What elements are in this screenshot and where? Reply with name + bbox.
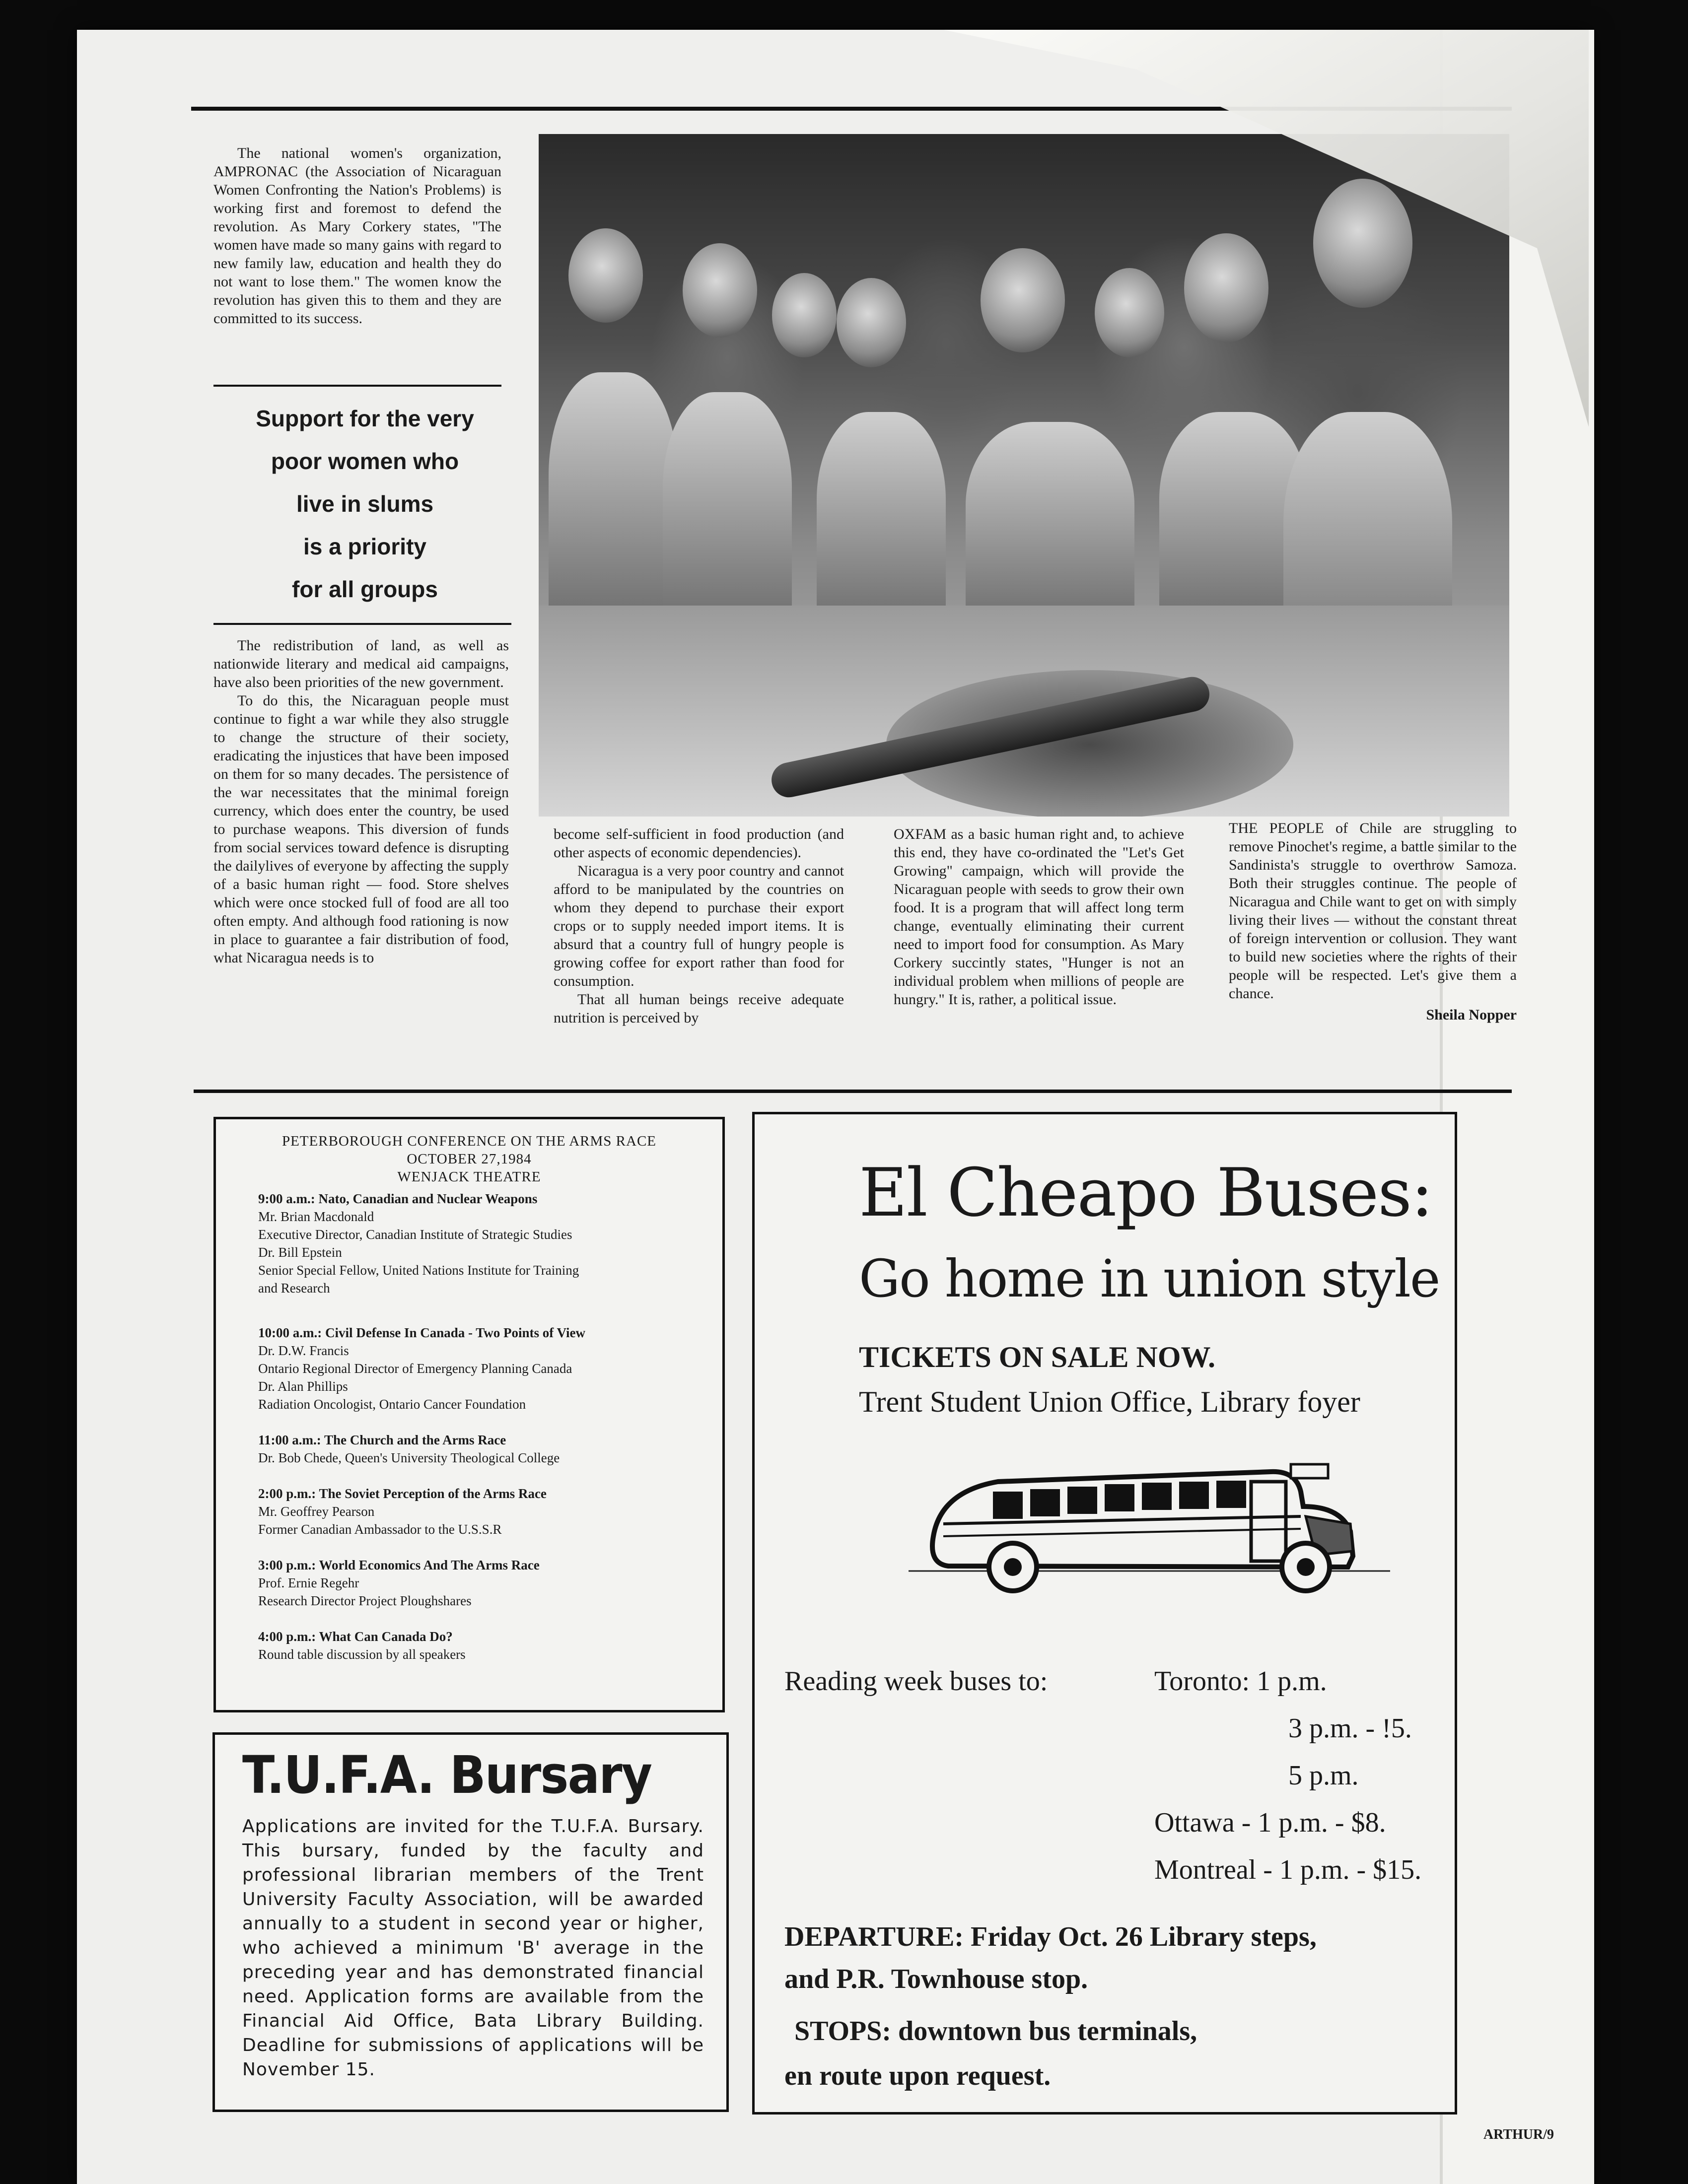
- article-column-3: [894, 825, 1184, 1009]
- session-line: Dr. Alan Phillips: [258, 1379, 348, 1394]
- session: [228, 1431, 710, 1467]
- session-line: Dr. Bill Epstein: [258, 1245, 342, 1260]
- session-line: Mr. Geoffrey Pearson: [258, 1504, 375, 1519]
- session: [228, 1324, 710, 1413]
- conference-date: OCTOBER 27,1984: [407, 1151, 532, 1167]
- school-bus-illustration: [904, 1437, 1400, 1601]
- ticket-location: Trent Student Union Office, Library foyer: [859, 1385, 1360, 1418]
- article-column-1: [213, 636, 509, 967]
- tufa-bursary-box: [212, 1732, 729, 2112]
- stops-info: en route upon request.: [784, 2060, 1051, 2091]
- session-line: Round table discussion by all speakers: [258, 1647, 466, 1662]
- session-line: Prof. Ernie Regehr: [258, 1575, 359, 1590]
- session-heading: 2:00 p.m.: The Soviet Perception of the Arms Race: [258, 1486, 547, 1501]
- session-line: Executive Director, Canadian Institute of Strategic Studies: [258, 1227, 572, 1242]
- section-rule: [194, 1090, 1512, 1093]
- departure-info: and P.R. Townhouse stop.: [784, 1964, 1088, 1994]
- byline: Sheila Nopper: [1426, 1007, 1517, 1023]
- ad-subtitle: Go home in union style: [859, 1248, 1440, 1309]
- conference-title: PETERBOROUGH CONFERENCE ON THE ARMS RACE: [281, 1133, 657, 1149]
- session-heading: 3:00 p.m.: World Economics And The Arms Race: [258, 1558, 540, 1572]
- paragraph: THE PEOPLE of Chile are struggling to remove Pinochet's regime, a battle similar to the Sandinista's struggle to overthrow Samoza. Both their struggles continue. The people of Nicaragua and Chile want to get on with simply living their lives — without the constant threat of foreign intervention or collusion. They want to build new societies where the rights of their people will be respected. Let's give them a chance.: [1229, 820, 1517, 1002]
- tickets-notice: TICKETS ON SALE NOW.: [859, 1341, 1216, 1373]
- women-photo: [539, 134, 1509, 817]
- article-intro: [213, 144, 501, 328]
- session-line: Mr. Brian Macdonald: [258, 1209, 374, 1224]
- ad-title: El Cheapo Buses:: [859, 1154, 1433, 1231]
- session-line: Dr. D.W. Francis: [258, 1343, 349, 1358]
- montreal-times: Montreal - 1 p.m. - $15.: [1154, 1854, 1422, 1885]
- toronto-times: 3 p.m. - !5.: [1288, 1713, 1412, 1744]
- session-line: Dr. Bob Chede, Queen's University Theological College: [258, 1450, 560, 1465]
- pull-quote-line: is a priority: [303, 534, 426, 559]
- tufa-title: T.U.F.A. Bursary: [242, 1745, 652, 1805]
- stops-info: STOPS: downtown bus terminals,: [794, 2016, 1197, 2047]
- session-line: Senior Special Fellow, United Nations Institute for Training: [258, 1263, 579, 1278]
- pull-quote-line: Support for the very: [256, 406, 474, 431]
- intro-text: The national women's organization, AMPRONAC (the Association of Nicaraguan Women Confronting the Nation's Problems) is working first and foremost to defend the revolution. As Mary Corkery states, "The women have made so many gains with regard to new family law, education and health they do not want to lose them." The women know the revolution has given this to them and they are committed to its success.: [213, 145, 501, 327]
- session: [228, 1556, 710, 1610]
- pull-quote-bottom-rule: [213, 623, 511, 625]
- reading-week-label: Reading week buses to:: [784, 1666, 1048, 1697]
- session-heading: 10:00 a.m.: Civil Defense In Canada - Two Points of View: [258, 1325, 585, 1340]
- page-footer: ARTHUR/9: [1483, 2127, 1554, 2142]
- bus-advertisement: [752, 1112, 1457, 2115]
- paragraph: become self-sufficient in food production (and other aspects of economic dependencies).: [554, 826, 844, 861]
- paragraph: The redistribution of land, as well as nationwide literary and medical aid campaigns, have also been priorities of the new government.: [213, 637, 509, 690]
- conference-box: [213, 1117, 725, 1712]
- paragraph: Nicaragua is a very poor country and cannot afford to be manipulated by the countries on whom they depend to purchase their export crops or to supply needed import items. It is absurd that a country full of hungry people is growing coffee for export rather than food for consumption.: [554, 863, 844, 989]
- paragraph: That all human beings receive adequate nutrition is perceived by: [554, 991, 844, 1026]
- session-heading: 11:00 a.m.: The Church and the Arms Race: [258, 1433, 506, 1447]
- paragraph: OXFAM as a basic human right and, to achieve this end, they have co-ordinated the "Let's Get Growing" campaign, which will provide the Nicaraguan people with seeds to grow their own food. It is a program that will affect long term change, eventually eliminating their current need to import food for consumption. As Mary Corkery succintly states, "Hunger is not an individual problem when millions of people are hungry." It is, rather, a political issue.: [894, 826, 1184, 1008]
- article-column-4: [1229, 819, 1517, 1024]
- ottawa-times: Ottawa - 1 p.m. - $8.: [1154, 1807, 1386, 1838]
- conference-venue: WENJACK THEATRE: [397, 1169, 541, 1185]
- pull-quote-line: live in slums: [296, 491, 434, 517]
- pull-quote: [213, 397, 516, 611]
- article-column-2: [554, 825, 844, 1027]
- pull-quote-line: for all groups: [292, 576, 438, 602]
- session-heading: 4:00 p.m.: What Can Canada Do?: [258, 1629, 453, 1644]
- session-line: Radiation Oncologist, Ontario Cancer Foundation: [258, 1397, 526, 1412]
- session-line: Research Director Project Ploughshares: [258, 1593, 472, 1608]
- session-line: and Research: [258, 1281, 330, 1296]
- pull-quote-line: poor women who: [271, 448, 459, 474]
- session-heading: 9:00 a.m.: Nato, Canadian and Nuclear Weapons: [258, 1191, 538, 1206]
- tufa-body: Applications are invited for the T.U.F.A. Bursary. This bursary, funded by the faculty and professional librarian members of the Trent University Faculty Association, will be awarded annually to a student in second year or higher, who achieved a minimum 'B' average in the preceding year and has demonstrated financial need. Application forms are available from the Financial Aid Office, Bata Library Building. Deadline for submissions of applications will be November 15.: [242, 1816, 704, 2080]
- session: [228, 1628, 710, 1663]
- session-line: Former Canadian Ambassador to the U.S.S.R: [258, 1522, 502, 1537]
- session: [228, 1190, 710, 1297]
- pull-quote-top-rule: [213, 385, 501, 387]
- toronto-times: Toronto: 1 p.m.: [1154, 1666, 1327, 1697]
- departure-info: DEPARTURE: Friday Oct. 26 Library steps,: [784, 1921, 1317, 1952]
- paragraph: To do this, the Nicaraguan people must continue to fight a war while they also struggle to change the structure of their society, eradicating the injustices that have been imposed on them for so many decades. The persistence of the war necessitates that the minimal foreign currency, which does enter the country, be used to purchase weapons. This diversion of funds from social services toward defence is disrupting the dailylives of everyone by affecting the supply of a basic human right — food. Store shelves which were once stocked full of food are all too often empty. And although food rationing is now in place to guarantee a fair distribution of food, what Nicaragua needs is to: [213, 692, 509, 966]
- session: [228, 1485, 710, 1538]
- toronto-times: 5 p.m.: [1288, 1760, 1359, 1791]
- session-line: Ontario Regional Director of Emergency Planning Canada: [258, 1361, 572, 1376]
